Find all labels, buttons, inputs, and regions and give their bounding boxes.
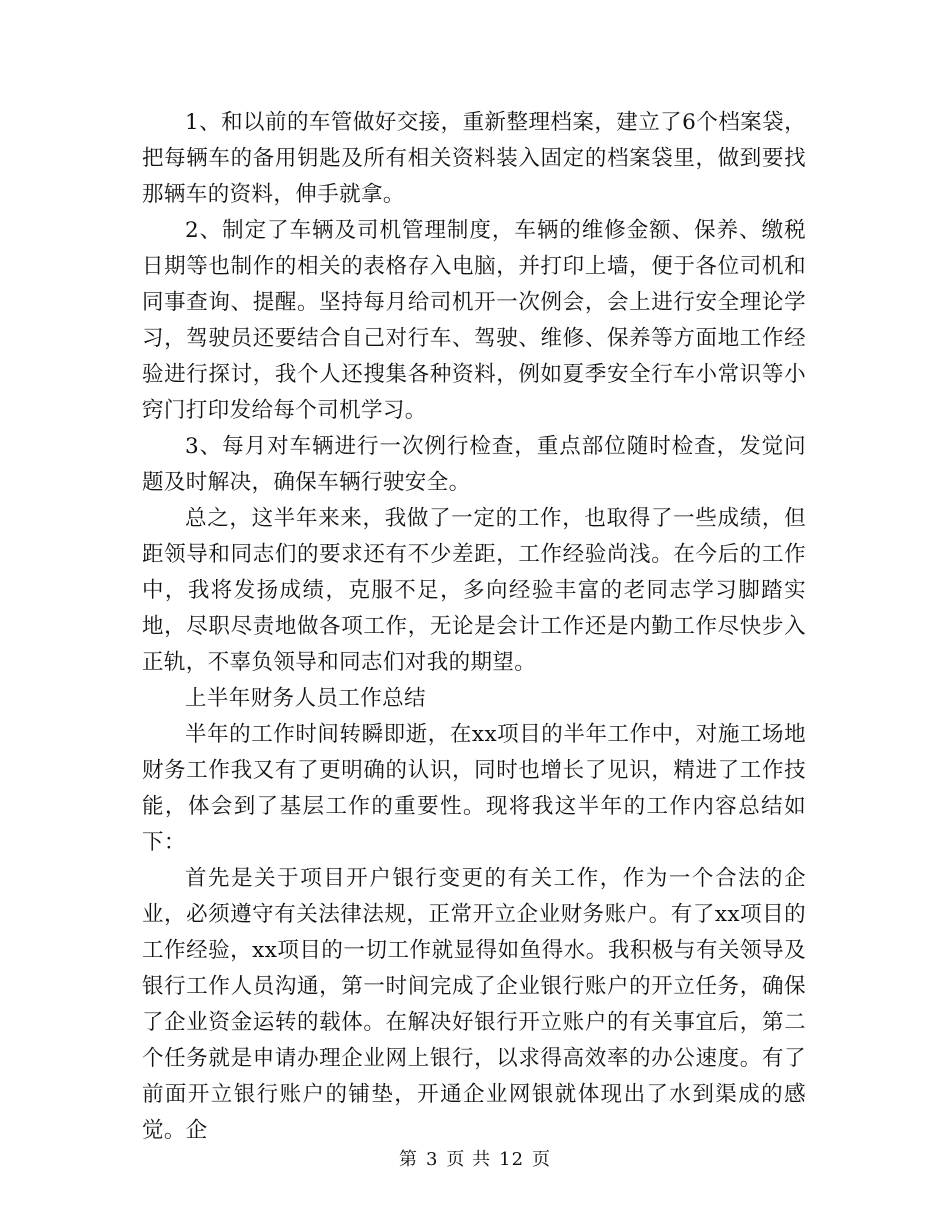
footer-prefix: 第 (398, 1149, 418, 1170)
section-heading: 上半年财务人员工作总结 (185, 686, 426, 711)
document-body (142, 105, 806, 1149)
paragraph-management-system: 2、制定了车辆及司机管理制度，车辆的维修金额、保养、缴税日期等也制作的相关的表格存入电脑，并打印上墙，便于各位司机和同事查询、提醒。坚持每月给司机开一次例会，会上进行安全理论学习，驾驶员还要结合自己对行车、驾驶、维修、保养等方面地工作经验进行探讨，我个人还搜集各种资料，例如夏季安全行车小常识等小窍门打印发给每个司机学习。 (142, 218, 806, 423)
paragraph-finance-intro: 半年的工作时间转瞬即逝，在xx项目的半年工作中，对施工场地财务工作我又有了更明确的认识，同时也增长了见识，精进了工作技能，体会到了基层工作的重要性。现将我这半年的工作内容总结如下： (142, 722, 806, 855)
footer-suffix: 页 (532, 1149, 552, 1170)
footer-mid: 页 共 (446, 1149, 492, 1170)
page-footer (0, 1145, 950, 1171)
paragraph-handover: 1、和以前的车管做好交接，重新整理档案，建立了6个档案袋，把每辆车的备用钥匙及所有相关资料装入固定的档案袋里，做到要找那辆车的资料，伸手就拿。 (142, 110, 806, 207)
footer-total-pages: 12 (499, 1149, 525, 1170)
paragraph-summary: 总之，这半年来来，我做了一定的工作，也取得了一些成绩，但距领导和同志们的要求还有不少差距，工作经验尚浅。在今后的工作中，我将发扬成绩，克服不足，多向经验丰富的老同志学习脚踏实地，尽职尽责地做各项工作，无论是会计工作还是内勤工作尽快步入正轨，不辜负领导和同志们对我的期望。 (142, 506, 806, 675)
footer-page-number: 3 (425, 1149, 439, 1170)
paragraph-monthly-inspection: 3、每月对车辆进行一次例行检查，重点部位随时检查，发觉问题及时解决，确保车辆行驶安全。 (142, 434, 806, 495)
paragraph-bank-account: 首先是关于项目开户银行变更的有关工作，作为一个合法的企业，必须遵守有关法律法规，正常开立企业财务账户。有了xx项目的工作经验，xx项目的一切工作就显得如鱼得水。我积极与有关领导及银行工作人员沟通，第一时间完成了企业银行账户的开立任务，确保了企业资金运转的载体。在解决好银行开立账户的有关事宜后，第二个任务就是申请办理企业网上银行，以求得高效率的办公速度。有了前面开立银行账户的铺垫，开通企业网银就体现出了水到渠成的感觉。企 (142, 866, 806, 1143)
